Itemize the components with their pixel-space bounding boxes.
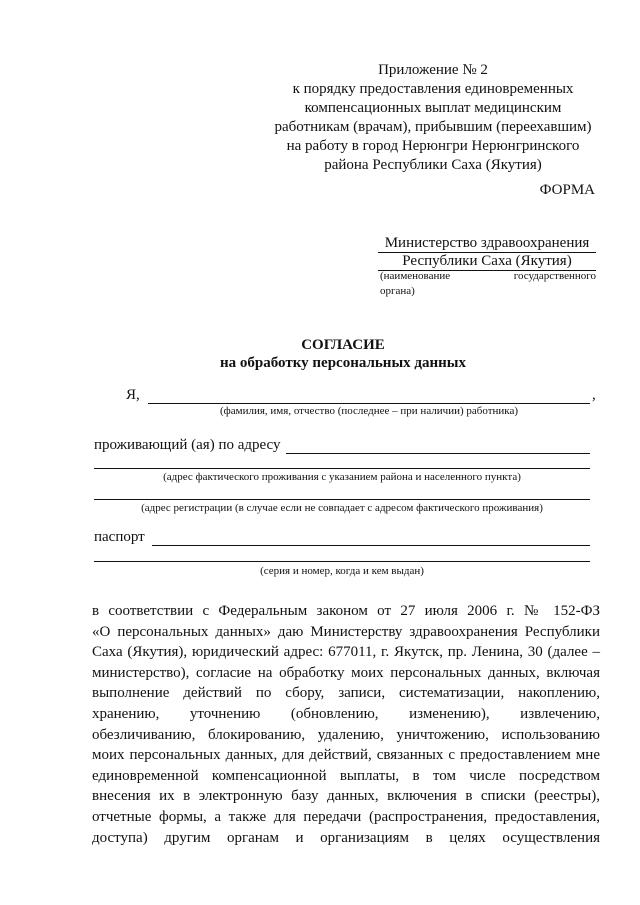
body-line: доступа) другим органам и организациям в целях осуществления	[92, 829, 600, 846]
appendix-line: к порядку предоставления единовременных	[292, 81, 574, 97]
fio-trailing-comma: ,	[592, 387, 596, 403]
body-line: министерство), согласие на обработку моих персональных данных, включая	[92, 664, 600, 681]
passport-label: паспорт	[94, 529, 145, 545]
appendix-line: на работу в город Нерюнгри Нерюнгринского	[286, 138, 580, 154]
organ-name-line: Республики Саха (Якутия)	[378, 253, 596, 271]
passport-field-line2[interactable]	[94, 561, 590, 562]
organ-hint-line: органа)	[380, 285, 415, 297]
body-line: внесения их в электронную базу данных, включения в списки (реестры),	[92, 788, 600, 805]
organ-name-line: Министерство здравоохранения	[378, 235, 596, 253]
title-sub: на обработку персональных данных	[220, 355, 466, 371]
address-field[interactable]	[286, 453, 590, 454]
form-label: ФОРМА	[539, 182, 595, 198]
address-hint: (адрес фактического проживания с указанием района и населенного пункта)	[163, 471, 521, 483]
body-line: единовременной компенсационной выплаты, в том числе посредством	[92, 767, 600, 784]
body-line: хранению, уточнению (обновлению, изменению), извлечению,	[92, 705, 600, 722]
appendix-line: компенсационных выплат медицинским	[304, 100, 562, 116]
appendix-line: работникам (врачам), прибывшим (переехавшим)	[274, 119, 592, 135]
i-label: Я,	[126, 387, 140, 403]
passport-field[interactable]	[152, 545, 590, 546]
appendix-header	[270, 61, 596, 175]
body-line: отчетные формы, а также для передачи (распространения, предоставления,	[92, 808, 600, 825]
address-label: проживающий (ая) по адресу	[94, 437, 281, 453]
registration-hint: (адрес регистрации (в случае если не совпадает с адресом фактического проживания)	[141, 502, 543, 514]
registration-field[interactable]	[94, 499, 590, 500]
appendix-line: района Республики Саха (Якутия)	[324, 157, 542, 173]
address-field-line2[interactable]	[94, 468, 590, 469]
body-line: в соответствии с Федеральным законом от 27 июля 2006 г. № 152-ФЗ	[92, 603, 600, 619]
title-main: СОГЛАСИЕ	[301, 337, 385, 353]
document-title	[0, 336, 640, 372]
body-line: «О персональных данных» даю Министерству здравоохранения Республики	[92, 623, 600, 640]
fio-hint: (фамилия, имя, отчество (последнее – при наличии) работника)	[219, 405, 519, 417]
organ-hint-line: (наименование государственного	[380, 270, 596, 282]
body-line: моих персональных данных, для действий, связанных с предоставлением мне	[92, 747, 600, 764]
consent-body-text	[92, 601, 600, 848]
body-line: обезличиванию, блокированию, удалению, уничтожению, использованию	[92, 726, 600, 743]
organ-hint	[380, 269, 596, 299]
appendix-line: Приложение № 2	[378, 62, 488, 78]
body-line: Саха (Якутия), юридический адрес: 677011, г. Якутск, пр. Ленина, 30 (далее –	[92, 644, 600, 661]
passport-hint: (серия и номер, когда и кем выдан)	[260, 565, 424, 577]
body-line: выполнение действий по сбору, записи, систематизации, накоплению,	[92, 685, 600, 702]
organ-name-block	[378, 235, 596, 271]
